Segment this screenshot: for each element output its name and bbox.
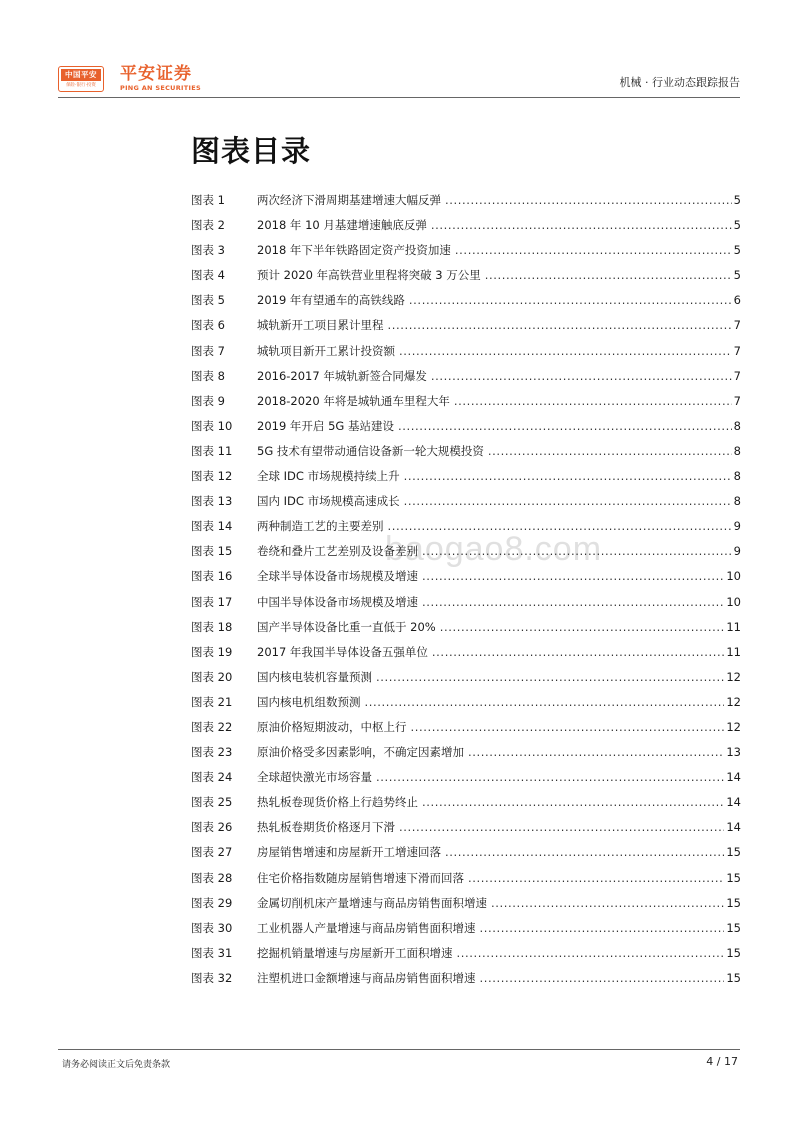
toc-entry[interactable] — [191, 866, 741, 891]
toc-entry-label: 图表 23 — [191, 745, 233, 760]
toc-entry-page: 15 — [726, 845, 741, 860]
toc-entry[interactable] — [191, 213, 741, 238]
page-header — [58, 62, 740, 98]
toc-entry[interactable] — [191, 941, 741, 966]
toc-entry-title: 房屋销售增速和房屋新开工增速回落 — [257, 845, 441, 860]
toc-entry-leader — [468, 740, 724, 765]
toc-entry-title: 国产半导体设备比重一直低于 20% — [257, 619, 436, 634]
toc-entry-label: 图表 12 — [191, 469, 233, 484]
toc-entry-label: 图表 7 — [191, 343, 225, 358]
toc-entry[interactable] — [191, 489, 741, 514]
toc-entry-leader — [488, 439, 732, 464]
toc-entry[interactable] — [191, 188, 741, 213]
toc-entry-leader — [422, 590, 724, 615]
toc-entry-page: 8 — [733, 469, 741, 484]
toc-entry-label: 图表 32 — [191, 970, 233, 985]
toc-entry-leader — [454, 389, 732, 414]
toc-entry-title: 2018-2020 年将是城轨通车里程大年 — [257, 393, 450, 408]
toc-entry-label: 图表 30 — [191, 920, 233, 935]
toc-entry-label: 图表 22 — [191, 719, 233, 734]
toc-entry-title: 挖掘机销量增速与房屋新开工面积增速 — [257, 945, 453, 960]
toc-entry-page: 8 — [733, 418, 741, 433]
toc-entry-page: 13 — [726, 745, 741, 760]
toc-entry-title: 全球半导体设备市场规模及增速 — [257, 569, 418, 584]
toc-entry-title: 两次经济下滑周期基建增速大幅反弹 — [257, 193, 441, 207]
toc-entry-title: 预计 2020 年高铁营业里程将突破 3 万公里 — [257, 268, 481, 283]
toc-entry-label: 图表 9 — [191, 393, 225, 408]
toc-entry-label: 图表 15 — [191, 544, 233, 559]
page-number: 4 / 17 — [706, 1055, 738, 1068]
toc-entry-page: 5 — [733, 243, 741, 258]
toc-entry[interactable] — [191, 916, 741, 941]
toc-entry-page: 7 — [733, 318, 741, 333]
toc-entry-title: 国内核电装机容量预测 — [257, 669, 372, 684]
toc-entry-leader — [404, 489, 732, 514]
toc-entry[interactable] — [191, 966, 741, 991]
toc-entry-page: 10 — [726, 594, 741, 609]
toc-entry-leader — [399, 815, 724, 840]
toc-entry-title: 金属切削机床产量增速与商品房销售面积增速 — [257, 895, 487, 910]
toc-entry-label: 图表 4 — [191, 268, 225, 283]
logo-badge-top: 中国平安 — [61, 69, 101, 81]
toc-entry-label: 图表 6 — [191, 318, 225, 333]
toc-entry-leader — [457, 941, 725, 966]
toc-entry-label: 图表 2 — [191, 218, 225, 233]
toc-entry-page: 15 — [726, 970, 741, 985]
toc-entry[interactable] — [191, 313, 741, 338]
toc-entry-label: 图表 14 — [191, 519, 233, 534]
toc-entry-leader — [440, 615, 725, 640]
toc-entry-title: 原油价格受多因素影响，不确定因素增加 — [257, 745, 464, 760]
toc-entry-page: 12 — [726, 694, 741, 709]
logo-badge-bottom: 保险·银行·投资 — [66, 83, 96, 88]
toc-entry-page: 15 — [726, 870, 741, 885]
toc-entry-leader — [431, 364, 732, 389]
toc-entry-title: 城轨新开工项目累计里程 — [257, 318, 384, 333]
toc-entry-page: 5 — [733, 268, 741, 283]
footer-divider — [58, 1049, 740, 1050]
toc-entry-label: 图表 25 — [191, 795, 233, 810]
toc-entry-title: 2018 年 10 月基建增速触底反弹 — [257, 218, 427, 233]
toc-entry-label: 图表 8 — [191, 368, 225, 383]
toc-entry-page: 14 — [726, 770, 741, 785]
toc-entry-label: 图表 17 — [191, 594, 233, 609]
toc-entry-title: 中国半导体设备市场规模及增速 — [257, 594, 418, 609]
toc-entry[interactable] — [191, 389, 741, 414]
toc-entry-leader — [411, 715, 725, 740]
toc-entry-label: 图表 18 — [191, 619, 233, 634]
toc-entry[interactable] — [191, 238, 741, 263]
toc-entry-leader — [388, 313, 732, 338]
toc-entry[interactable] — [191, 740, 741, 765]
toc-entry-leader — [480, 916, 725, 941]
toc-entry[interactable] — [191, 815, 741, 840]
toc-entry-title: 国内核电机组数预测 — [257, 694, 361, 709]
toc-entry-leader — [409, 288, 732, 313]
toc-entry-leader — [480, 966, 725, 991]
toc-entry-page: 9 — [733, 544, 741, 559]
toc-entry-leader — [468, 866, 724, 891]
toc-entry-label: 图表 16 — [191, 569, 233, 584]
toc-entry-leader — [445, 840, 724, 865]
toc-entry[interactable] — [191, 615, 741, 640]
header-divider — [58, 97, 740, 98]
report-type: 机械 · 行业动态跟踪报告 — [619, 76, 740, 89]
toc-entry[interactable] — [191, 590, 741, 615]
toc-entry-label: 图表 1 — [191, 193, 225, 207]
toc-entry-title: 2017 年我国半导体设备五强单位 — [257, 644, 428, 659]
toc-entry-leader — [431, 213, 732, 238]
toc-entry-title: 工业机器人产量增速与商品房销售面积增速 — [257, 920, 476, 935]
toc-entry[interactable] — [191, 891, 741, 916]
toc-entry[interactable] — [191, 439, 741, 464]
toc-entry-leader — [422, 790, 724, 815]
toc-entry[interactable] — [191, 414, 741, 439]
toc-entry-page: 7 — [733, 368, 741, 383]
toc-entry-title: 5G 技术有望带动通信设备新一轮大规模投资 — [257, 443, 484, 458]
toc-entry-leader — [365, 690, 725, 715]
toc-entry-page: 9 — [733, 519, 741, 534]
toc-entry-label: 图表 26 — [191, 820, 233, 835]
toc-entry[interactable] — [191, 288, 741, 313]
toc-entry[interactable] — [191, 464, 741, 489]
toc-entry-title: 2016-2017 年城轨新签合同爆发 — [257, 368, 427, 383]
toc-entry-page: 15 — [726, 945, 741, 960]
toc-entry-title: 全球 IDC 市场规模持续上升 — [257, 469, 400, 484]
toc-entry-page: 8 — [733, 494, 741, 509]
toc-entry-leader — [376, 665, 724, 690]
company-name: 平安证券 — [120, 64, 192, 84]
toc-entry-title: 住宅价格指数随房屋销售增速下滑而回落 — [257, 870, 464, 885]
toc-entry[interactable] — [191, 539, 741, 564]
toc-entry-label: 图表 5 — [191, 293, 225, 308]
toc-entry-label: 图表 27 — [191, 845, 233, 860]
toc-entry-leader — [445, 188, 732, 213]
toc-entry-label: 图表 19 — [191, 644, 233, 659]
toc-entry[interactable] — [191, 640, 741, 665]
toc-entry-label: 图表 10 — [191, 418, 233, 433]
toc-entry-label: 图表 24 — [191, 770, 233, 785]
toc-entry-label: 图表 11 — [191, 443, 233, 458]
toc-entry[interactable] — [191, 665, 741, 690]
table-of-figures — [191, 188, 741, 991]
toc-entry-title: 2018 年下半年铁路固定资产投资加速 — [257, 243, 451, 258]
toc-entry[interactable] — [191, 840, 741, 865]
toc-entry-page: 14 — [726, 795, 741, 810]
toc-entry[interactable] — [191, 765, 741, 790]
disclaimer: 请务必阅读正文后免责条款 — [62, 1060, 171, 1070]
toc-entry[interactable] — [191, 263, 741, 288]
toc-entry-page: 8 — [733, 443, 741, 458]
toc-entry-title: 2019 年开启 5G 基站建设 — [257, 418, 394, 433]
toc-entry-title: 卷绕和叠片工艺差别及设备差别 — [257, 544, 418, 559]
toc-entry-page: 15 — [726, 895, 741, 910]
toc-entry-page: 6 — [733, 293, 741, 308]
toc-entry-page: 14 — [726, 820, 741, 835]
toc-entry-title: 城轨项目新开工累计投资额 — [257, 343, 395, 358]
toc-entry-label: 图表 20 — [191, 669, 233, 684]
watermark: baogao8.com — [385, 530, 603, 568]
toc-entry-label: 图表 13 — [191, 494, 233, 509]
toc-entry[interactable] — [191, 690, 741, 715]
toc-entry-leader — [399, 339, 732, 364]
toc-entry-title: 原油价格短期波动，中枢上行 — [257, 719, 407, 734]
company-name-en: PING AN SECURITIES — [120, 84, 201, 92]
toc-entry-leader — [398, 414, 732, 439]
toc-entry[interactable] — [191, 564, 741, 589]
toc-entry-leader — [376, 765, 724, 790]
toc-entry-page: 12 — [726, 669, 741, 684]
toc-entry-page: 10 — [726, 569, 741, 584]
toc-entry-title: 全球超快激光市场容量 — [257, 770, 372, 785]
toc-entry-leader — [485, 263, 732, 288]
toc-entry-title: 国内 IDC 市场规模高速成长 — [257, 494, 400, 509]
toc-entry-title: 注塑机进口金额增速与商品房销售面积增速 — [257, 970, 476, 985]
toc-entry-label: 图表 21 — [191, 694, 233, 709]
toc-entry-title: 两种制造工艺的主要差别 — [257, 519, 384, 534]
toc-entry-page: 11 — [726, 619, 741, 634]
toc-entry[interactable] — [191, 715, 741, 740]
toc-entry-title: 热轧板卷期货价格逐月下滑 — [257, 820, 395, 835]
toc-entry[interactable] — [191, 339, 741, 364]
toc-entry-page: 5 — [733, 193, 741, 207]
toc-entry-leader — [491, 891, 724, 916]
toc-entry-page: 15 — [726, 920, 741, 935]
toc-entry[interactable] — [191, 364, 741, 389]
toc-entry-page: 5 — [733, 218, 741, 233]
toc-entry-page: 7 — [733, 393, 741, 408]
toc-entry-leader — [388, 514, 732, 539]
toc-entry-title: 2019 年有望通车的高铁线路 — [257, 293, 405, 308]
toc-entry-leader — [404, 464, 732, 489]
toc-entry-label: 图表 29 — [191, 895, 233, 910]
toc-entry[interactable] — [191, 514, 741, 539]
ping-an-logo-icon — [58, 66, 104, 92]
toc-entry-leader — [455, 238, 732, 263]
toc-entry-leader — [432, 640, 724, 665]
toc-entry-page: 11 — [726, 644, 741, 659]
toc-entry-page: 12 — [726, 719, 741, 734]
toc-entry[interactable] — [191, 790, 741, 815]
toc-entry-title: 热轧板卷现货价格上行趋势终止 — [257, 795, 418, 810]
toc-entry-page: 7 — [733, 343, 741, 358]
toc-entry-label: 图表 31 — [191, 945, 233, 960]
page-title: 图表目录 — [191, 134, 312, 168]
toc-entry-leader — [422, 539, 732, 564]
toc-entry-label: 图表 3 — [191, 243, 225, 258]
toc-entry-label: 图表 28 — [191, 870, 233, 885]
toc-entry-leader — [422, 564, 724, 589]
